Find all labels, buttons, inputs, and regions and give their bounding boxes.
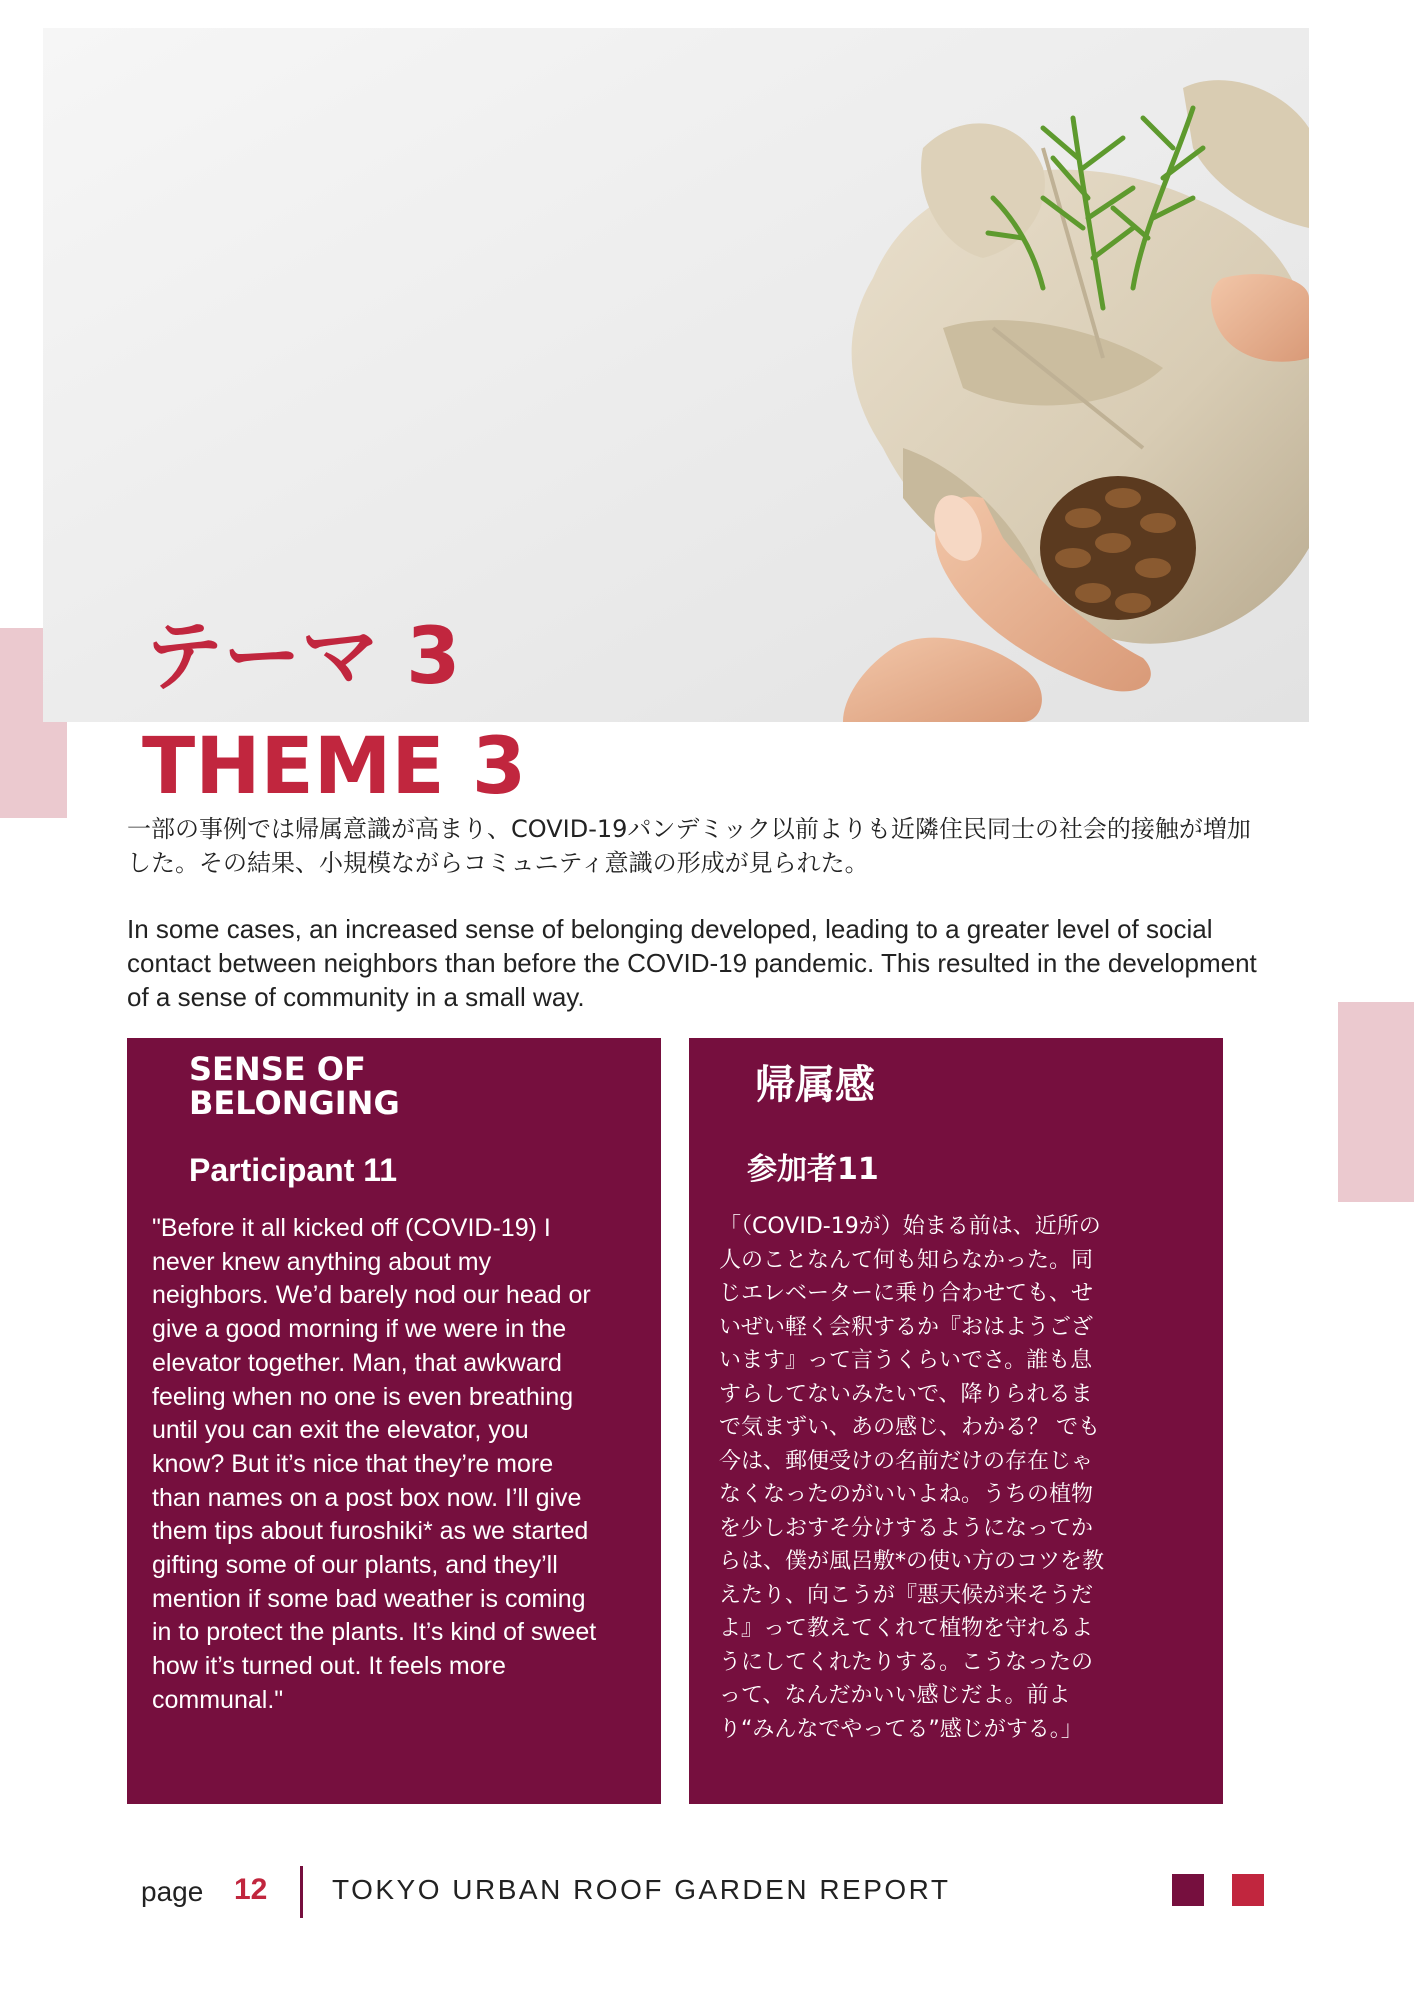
footer-page-number: 12 [234, 1873, 268, 1906]
participant-quote-en: "Before it all kicked off (COVID-19) I never knew anything about my neighbors. We’d barely nod our head or give a good morning if we were in the elevator together. Man, that awkward feeling when no one is even breathing until you can exit the elevator, you know? But it’s nice that they’re more than names on a post box now. I’ll give them tips about furoshiki* as we started gifting some of our plants, and they’ll mention if some bad weather is coming in to protect the plants. It’s kind of sweet how it’s turned out. It feels more communal." [152, 1214, 597, 1714]
theme-title-en: THEME 3 [142, 722, 527, 812]
intro-paragraph-en: In some cases, an increased sense of belonging developed, leading to a greater level of social contact between neighbors than before the COVID-19 pandemic. This resulted in the development of a sense of community in a small way. [127, 914, 1257, 1012]
card-heading-en: SENSE OF BELONGING [189, 1050, 400, 1122]
card-heading-jp: 帰属感 [755, 1062, 875, 1108]
quote-card-jp [689, 1038, 1223, 1804]
quote-card-en [127, 1038, 661, 1804]
participant-label-jp: 参加者11 [747, 1152, 879, 1187]
theme-title-jp: テーマ 3 [145, 612, 461, 702]
intro-paragraph-jp: 一部の事例では帰属意識が高まり、COVID-19パンデミック以前よりも近隣住民同士の社会的接触が増加した。その結果、小規模ながらコミュニティ意識の形成が見られた。 [127, 815, 1251, 877]
participant-quote-jp: 「（COVID-19が）始まる前は、近所の人のことなんて何も知らなかった。同じエレベーターに乗り合わせても、せいぜい軽く会釈するか『おはようございます』って言うくらいでさ。誰も息すらしてないみたいで、降りられるまで気まずい、あの感じ、わかる？ でも今は、郵便受けの名前だけの存在じゃなくなったのがいいよね。うちの植物を少しおすそ分けするようになってからは、僕が風呂敷*の使い方のコツを教えたり、向こうが『悪天候が来そうだよ』って教えてくれて植物を守れるようにしてくれたりする。こうなったのって、なんだかいい感じだよ。前より“みんなでやってる”感じがする。」 [719, 1214, 1105, 1742]
decorative-pink-block-right [1338, 1002, 1414, 1202]
footer-square-burgundy [1172, 1874, 1204, 1906]
participant-label-en: Participant 11 [189, 1152, 398, 1188]
footer-page-label: page [141, 1876, 204, 1907]
footer-divider [300, 1866, 303, 1918]
footer-square-red [1232, 1874, 1264, 1906]
footer-report-title: TOKYO URBAN ROOF GARDEN REPORT [332, 1874, 951, 1905]
